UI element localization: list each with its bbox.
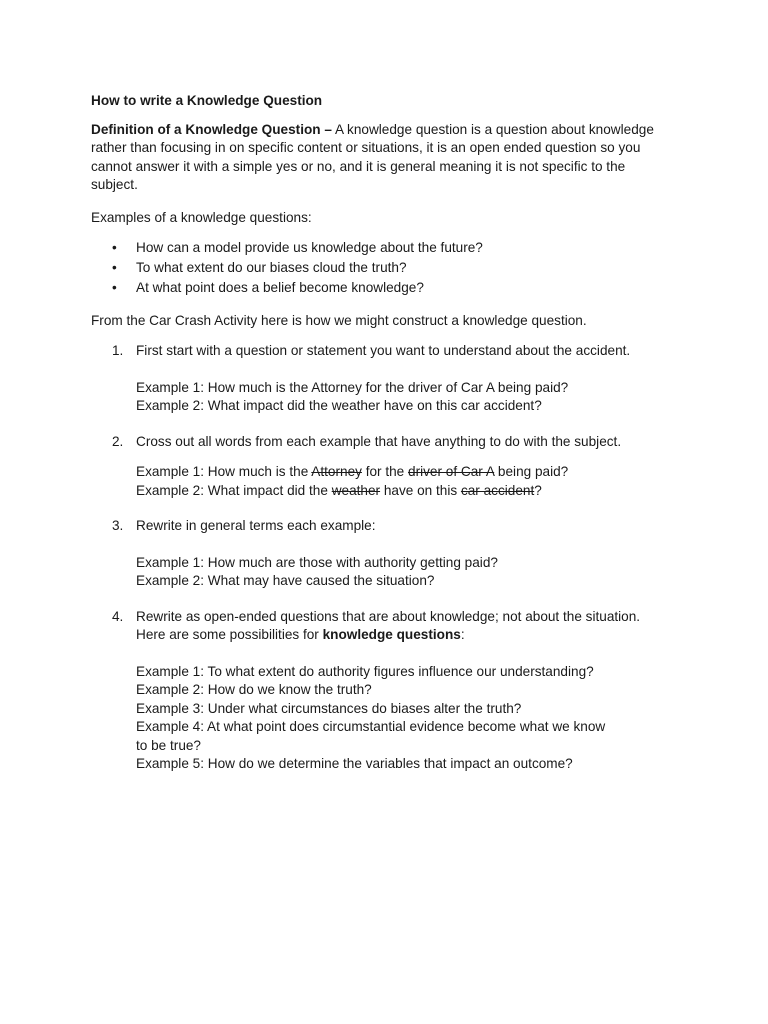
- bullet-icon: •: [112, 260, 117, 275]
- crossed-word: weather: [331, 482, 381, 498]
- definition-text: A knowledge question is a question about knowledge rather than focusing in on specific content or situations, it is an open ended question so you cannot answer it with a simple yes or no, and it is general meaning it is not specific to the subject.: [91, 121, 654, 192]
- bullet-icon: •: [112, 280, 117, 295]
- activity-intro: From the Car Crash Activity here is how we might construct a knowledge question.: [91, 312, 587, 328]
- step-examples: Example 1: How much is the Attorney for the driver of Car A being paid? Example 2: What impact did the weather have on this car accident?: [136, 379, 569, 413]
- crossed-word: driver of Car A: [408, 464, 495, 479]
- step-text: First start with a question or statement you want to understand about the accident.: [136, 343, 631, 358]
- definition-label: Definition of a Knowledge Question –: [91, 121, 332, 137]
- bullet-icon: •: [112, 240, 117, 255]
- step-text: Rewrite in general terms each example:: [136, 518, 376, 533]
- step-4: [91, 608, 671, 774]
- step-number: 1.: [112, 343, 124, 358]
- crossed-word: car accident: [460, 482, 535, 498]
- step-text-continued: Here are some possibilities for knowledge questions:: [136, 627, 465, 642]
- step-examples: Example 1: To what extent do authority figures influence our understanding? Example 2: How do we know the truth? Example 3: Under what circumstances do biases alter the truth? Example 4: At what point does circumstantial evidence become what we know to be true? Example 5: How do we determine the variables that impact an outcome?: [136, 663, 606, 771]
- step-1: [91, 342, 671, 416]
- step-examples: Example 1: How much is the Attorney for the driver of Car A being paid? Example 2: What impact did the weather have on this car accident?: [136, 464, 569, 498]
- step-number: 4.: [112, 608, 124, 624]
- steps-list: [91, 342, 671, 774]
- document-title: How to write a Knowledge Question: [91, 93, 323, 108]
- document-page: [91, 92, 671, 784]
- step-text: Rewrite as open-ended questions that are about knowledge; not about the situation.: [136, 608, 641, 624]
- step-number: 2.: [112, 433, 124, 449]
- example-bullet-list: [91, 239, 671, 298]
- step-3: [91, 517, 671, 591]
- step-2: [91, 433, 671, 501]
- step-text: Cross out all words from each example that have anything to do with the subject.: [136, 433, 622, 449]
- crossed-word: Attorney: [311, 464, 362, 479]
- definition-paragraph: [91, 121, 671, 195]
- examples-intro: Examples of a knowledge questions:: [91, 209, 312, 225]
- step-examples: Example 1: How much are those with authority getting paid? Example 2: What may have caused the situation?: [136, 554, 498, 588]
- list-item: • At what point does a belief become knowledge?: [91, 279, 671, 298]
- list-item: • To what extent do our biases cloud the truth?: [91, 259, 671, 278]
- list-item: • How can a model provide us knowledge about the future?: [91, 239, 671, 258]
- step-number: 3.: [112, 518, 124, 533]
